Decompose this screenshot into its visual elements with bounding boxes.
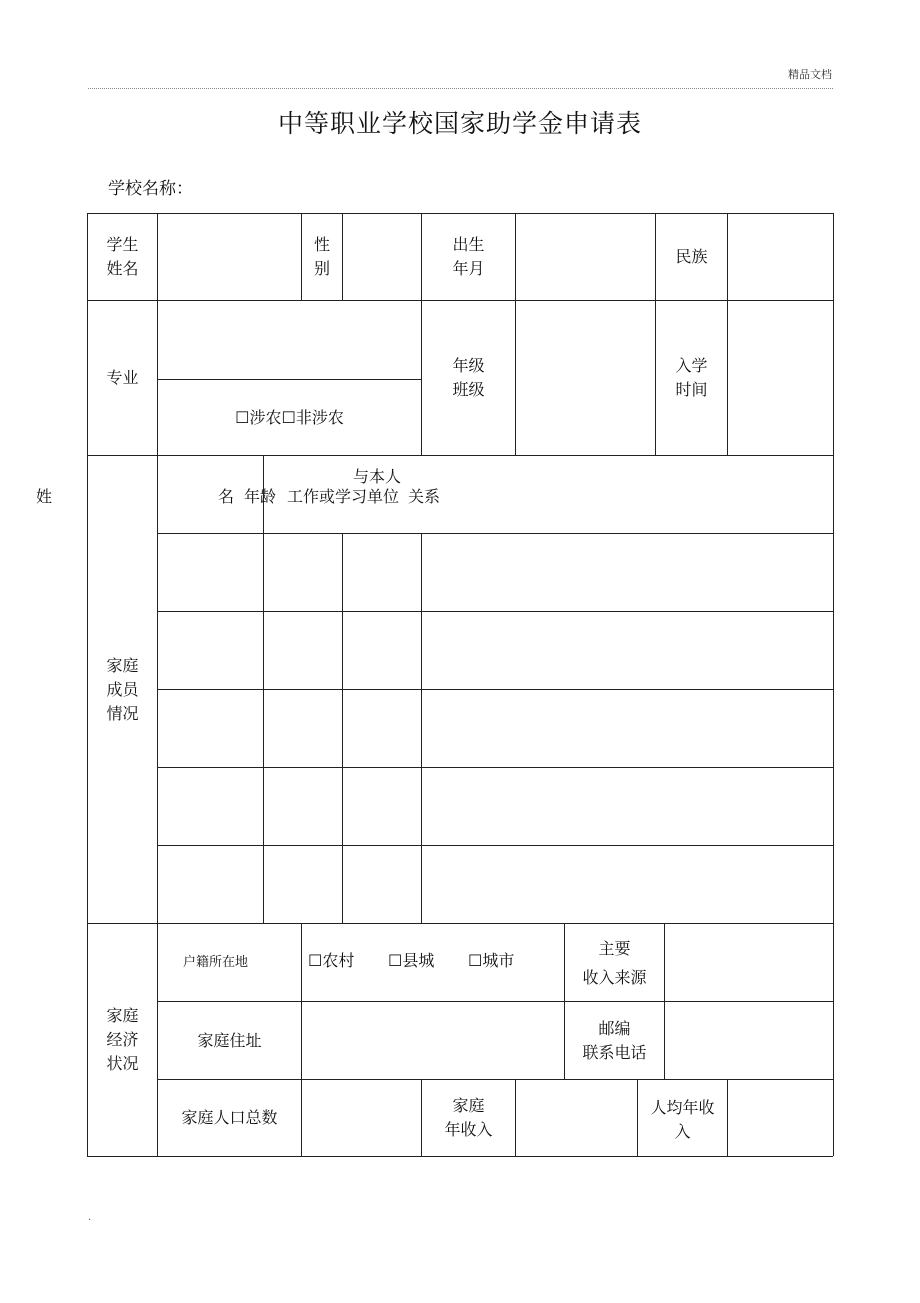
field-per-capita-income[interactable]	[728, 1080, 833, 1156]
label-line: 家庭	[452, 1096, 485, 1115]
family-row-5-name[interactable]	[158, 846, 263, 923]
label-birth	[422, 214, 515, 300]
label-student-name	[88, 214, 157, 300]
family-row-1-age[interactable]	[264, 534, 342, 611]
field-annual-income[interactable]	[516, 1080, 637, 1156]
header-work: 工作或学习单位	[287, 487, 400, 506]
label-enroll-time	[656, 301, 727, 455]
family-row-2-work[interactable]	[422, 612, 833, 689]
page-title: 中等职业学校国家助学金申请表	[277, 109, 642, 138]
table-border-bottom	[87, 1156, 833, 1157]
header-name: 名	[218, 487, 235, 506]
label-household-size: 家庭人口总数	[181, 1108, 278, 1127]
label-line: 邮编	[598, 1018, 631, 1038]
family-row-2-relation[interactable]	[343, 612, 421, 689]
field-enroll-time[interactable]	[728, 301, 833, 455]
field-birth[interactable]	[516, 214, 655, 300]
family-row-4-name[interactable]	[158, 768, 263, 845]
field-major[interactable]	[158, 301, 421, 379]
label-line: 情况	[106, 703, 139, 723]
hukou-option-rural[interactable]: ☐农村	[308, 951, 355, 970]
table-rule	[87, 455, 833, 456]
label-line: 别	[313, 259, 330, 278]
label-line: 入学	[675, 356, 708, 375]
field-postcode-phone[interactable]	[665, 1002, 833, 1079]
label-line: 时间	[675, 380, 708, 399]
hukou-option-city[interactable]: ☐城市	[468, 951, 515, 970]
family-row-3-relation[interactable]	[343, 690, 421, 767]
label-line: 姓名	[106, 259, 139, 278]
family-row-3-age[interactable]	[264, 690, 342, 767]
family-row-3-work[interactable]	[422, 690, 833, 767]
label-line: 主要	[598, 938, 631, 958]
label-main-income	[565, 924, 664, 1001]
label-hukou: 户籍所在地	[182, 954, 248, 970]
school-name-label: 学校名称：	[108, 179, 193, 199]
family-row-5-age[interactable]	[264, 846, 342, 923]
field-ethnicity[interactable]	[728, 214, 833, 300]
label-grade-class	[422, 301, 515, 455]
label-line: 联系电话	[582, 1042, 647, 1062]
header-rule	[88, 88, 833, 89]
label-line: 学生	[106, 235, 139, 254]
label-home-address: 家庭住址	[197, 1030, 262, 1050]
label-major: 专业	[106, 368, 139, 387]
header-label: 精品文档	[788, 68, 832, 81]
label-line: 成员	[106, 679, 139, 699]
field-household-size[interactable]	[302, 1080, 421, 1156]
major-type-options[interactable]: ☐涉农☐非涉农	[235, 407, 344, 427]
family-row-2-age[interactable]	[264, 612, 342, 689]
label-line: 年月	[452, 259, 485, 278]
field-student-name[interactable]	[158, 214, 301, 300]
family-row-5-relation[interactable]	[343, 846, 421, 923]
field-main-income[interactable]	[665, 924, 833, 1001]
label-line: 班级	[452, 380, 485, 399]
label-annual-income	[422, 1080, 515, 1156]
footer-mark: .	[88, 1212, 92, 1223]
label-per-capita-income	[638, 1080, 727, 1156]
margin-surname-char: 姓	[36, 487, 53, 506]
label-line: 家庭	[106, 1006, 139, 1025]
header-relation-bottom: 关系	[408, 487, 441, 506]
label-ethnicity: 民族	[675, 247, 708, 266]
family-row-1-work[interactable]	[422, 534, 833, 611]
label-line: 经济	[106, 1030, 139, 1049]
table-border-right	[833, 213, 834, 1156]
label-family-members	[88, 456, 157, 923]
family-row-2-name[interactable]	[158, 612, 263, 689]
family-row-1-relation[interactable]	[343, 534, 421, 611]
label-line: 人均年收	[650, 1098, 715, 1117]
header-age: 年龄	[244, 487, 277, 506]
field-home-address[interactable]	[302, 1002, 564, 1079]
field-gender[interactable]	[343, 214, 421, 300]
field-grade-class[interactable]	[516, 301, 655, 455]
family-row-4-age[interactable]	[264, 768, 342, 845]
label-line: 入	[674, 1122, 691, 1141]
label-line: 年级	[452, 356, 485, 375]
hukou-option-county[interactable]: ☐县城	[388, 951, 435, 970]
label-line: 家庭	[106, 655, 139, 675]
label-family-economy	[88, 924, 157, 1156]
label-line: 出生	[452, 235, 485, 254]
header-relation-top: 与本人	[353, 467, 402, 486]
label-line: 性	[313, 235, 330, 254]
family-row-1-name[interactable]	[158, 534, 263, 611]
family-row-4-work[interactable]	[422, 768, 833, 845]
label-line: 年收入	[444, 1120, 493, 1139]
family-row-4-relation[interactable]	[343, 768, 421, 845]
family-row-3-name[interactable]	[158, 690, 263, 767]
family-row-5-work[interactable]	[422, 846, 833, 923]
label-line: 收入来源	[582, 967, 647, 987]
label-postcode-phone	[565, 1002, 664, 1079]
label-gender	[302, 214, 342, 300]
label-line: 状况	[106, 1054, 139, 1073]
